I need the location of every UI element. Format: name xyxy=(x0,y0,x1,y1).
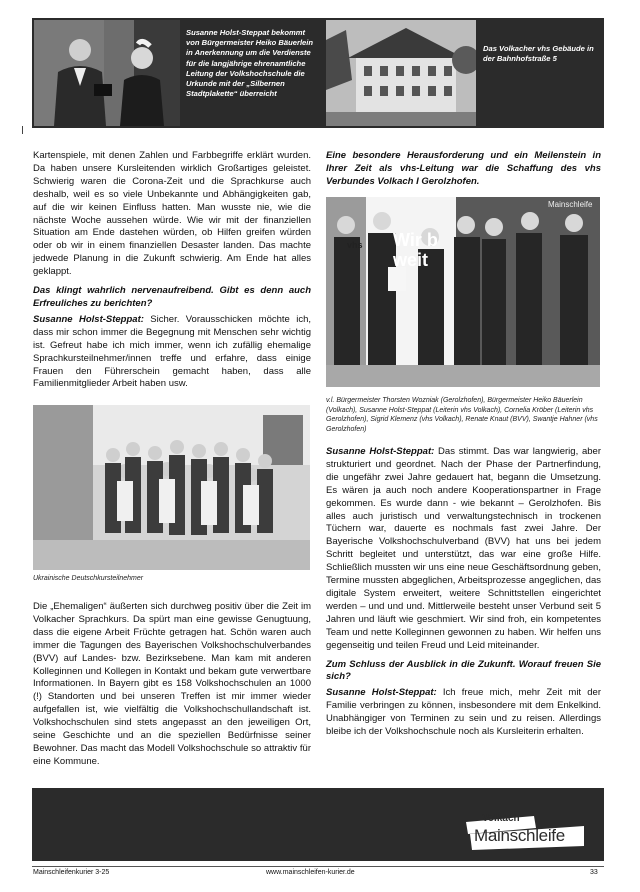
interview-answer xyxy=(326,446,601,653)
vhs-logo-in-photo: vhs xyxy=(347,240,363,250)
footer-rule xyxy=(32,866,604,867)
margin-mark xyxy=(22,126,23,134)
paragraph: Die „Ehemaligen“ äußerten sich durchweg positiv über die Zeit im Volkacher Sprachkurs. Da spürt man eine gewisse Genugtuung, dass die eigene Arbeit Früchte getragen hat. Schön waren auch immer die Tagungen des Bayerischen Volkshochschulverbandes (BVV) auf Landes- bzw. Bezirksebene. Man kam mit anderen Kolleginnen und Kollegen in Kontakt und bekam gute verwertbare Informationen. In Bayern gibt es 158 Volkshochschulen an 1000 (!) Standorten und bei unseren Treffen ist mir immer wieder aufgefallen ist, wie vielfältig die Volkshochschullandschaft ist. Volkshochschulen sind stets angepasst an den jeweiligen Ort, seine Geschichte und an die speziellen Bedürfnisse seiner Bewohner. Das macht das Modell Volkshochschule so attraktiv für eine Kommune. xyxy=(33,601,311,767)
logo-text-bottom: Mainschleife xyxy=(474,826,565,845)
award-photo-caption: Susanne Holst-Steppat bekommt von Bürgermeister Heiko Bäuerlein in Anerkennung um die Verdienste für die langjährige ehrenamtliche Leitung der Volkshochschule die Urkunde mit der „Silbernen Stadtplakette“ überreicht xyxy=(186,28,314,99)
left-column-top xyxy=(33,150,311,394)
speaker-name: Susanne Holst-Steppat: xyxy=(326,687,437,699)
answer-text: Sicher. Vorausschicken möchte ich, dass mir schon immer die Begegnung mit Menschen sehr wichtig ist. Gefreut habe ich mich immer, wenn ich zufällig ehemalige Sprachkursteilnehmer/innen treffe und erfahre, dass einige Frauen den Führerschein gemacht haben, dass alle Familienmitglieder Arbeit haben usw. xyxy=(33,313,311,390)
vhs-verbund-photo xyxy=(326,197,600,387)
ukrainian-students-photo xyxy=(33,405,310,570)
right-column-body xyxy=(326,446,601,742)
building-photo-caption: Das Volkacher vhs Gebäude in der Bahnhofstraße 5 xyxy=(483,44,594,64)
footer-magazine-name: Mainschleifenkurier 3-25 xyxy=(33,869,110,876)
banner-sign-line1: Wir b xyxy=(393,230,438,250)
interview-question: Das klingt wahrlich nervenaufreibend. Gibt es denn auch Erfreuliches zu berichten? xyxy=(33,285,311,309)
speaker-name: Susanne Holst-Steppat: xyxy=(33,313,144,325)
right-column-question xyxy=(326,150,601,192)
interview-question: Zum Schluss der Ausblick in die Zukunft. Worauf freuen Sie sich? xyxy=(326,658,601,683)
answer-text: Das stimmt. Das war langwierig, aber strukturiert und geordnet. Nach der Phase der Partnerfindung, die ungefähr zwei Jahre gedauert hat, begann die Umsetzung. Es wären ja auch noch andere Kooperationspartner in Frage gekommen. Es wurde dann - wie bekannt – Gerolzhofen. Bis alles auch juristisch und verwaltungstechnisch in trockenen Tüchern war, dauerte es nochmals fast zwei Jahre. Der Bayerische Volkshochschulverband (BVV) hat uns bei jedem Schritt begleitet und unterstützt, das war eine große Hilfe. Schließlich mussten wir uns eine neue Geschäftsordnung geben, Termine mussten abgeglichen, Arbeitsprozesse angeglichen, das digitale System erweitert, weitere Schnittstellen eingerichtet werden – und und und. Mittlerweile besteht unser Verbund seit 5 Jahren und läuft wie geschmiert. Wir sind froh, ein kompetentes Team und nette Kolleginnen gewonnen zu haben. Wir helfen uns gegenseitig und teilen Freud und Leid miteinander. xyxy=(326,446,601,651)
logo-text-top: Volkach xyxy=(482,813,520,824)
page-number: 33 xyxy=(590,869,598,876)
left-column-bottom xyxy=(33,601,311,772)
speaker-name: Susanne Holst-Steppat: xyxy=(326,446,435,457)
interview-answer xyxy=(33,314,311,391)
interview-answer xyxy=(326,687,601,739)
banner-sign-top: Mainschleife xyxy=(548,200,593,209)
award-photo xyxy=(34,20,180,126)
paragraph: Kartenspiele, mit denen Zahlen und Farbbegriffe erklärt wurden. Da haben unsere Kursleitenden wirklich Großartiges geleistet. Schwierig waren die Corona-Zeit und die Sprachkurse auch deshalb, weil es so viele Unbekannte und Abhängigkeiten gab, auf die wir keinen Einfluss hatten. Man wusste nie, wie die nächste Woche aussehen würde. Wie wir mit der finanziellen Situation am Ende dastehen würden, ob Hilfen greifen würden oder ob wir in einem finanziellen Desaster landen. Das machte jedwede Planung in die Zukunft schwierig. Am Ende hat alles geklappt. xyxy=(33,150,311,278)
vhs-building-photo xyxy=(326,20,476,126)
banner-sign-line2: weit xyxy=(393,250,429,270)
interview-question: Eine besondere Herausforderung und ein Meilenstein in Ihrer Zeit als vhs-Leitung war die Schaffung des vhs Verbundes Volkach I Gerolzhofen. xyxy=(326,150,601,187)
verbund-photo-caption: v.l. Bürgermeister Thorsten Wozniak (Gerolzhofen), Bürgermeister Heiko Bäuerlein (Volkach), Susanne Holst-Steppat (Leiterin vhs Volkach), Cornelia Kröber (Leiterin vhs Gerolzhofen), Sigrid Klemenz (vhs Volkach), Renate Knaut (BVV), Swantje Hahner (vhs Gerolzhofen) xyxy=(326,397,598,433)
banner-sign-text xyxy=(393,230,438,270)
footer-website-link[interactable]: www.mainschleifen-kurier.de xyxy=(266,869,355,876)
answer-text: Ich freue mich, mehr Zeit mit der Familie verbringen zu können, insbesondere mit dem Enkelkind. Unabhängiger von Terminen zu sein und zu reisen. Allerdings bleibe ich der Volkshochschule noch als Kursleiterin erhalten. xyxy=(326,687,602,738)
ukrainian-photo-caption: Ukrainische Deutschkursteilnehmer xyxy=(33,575,144,582)
